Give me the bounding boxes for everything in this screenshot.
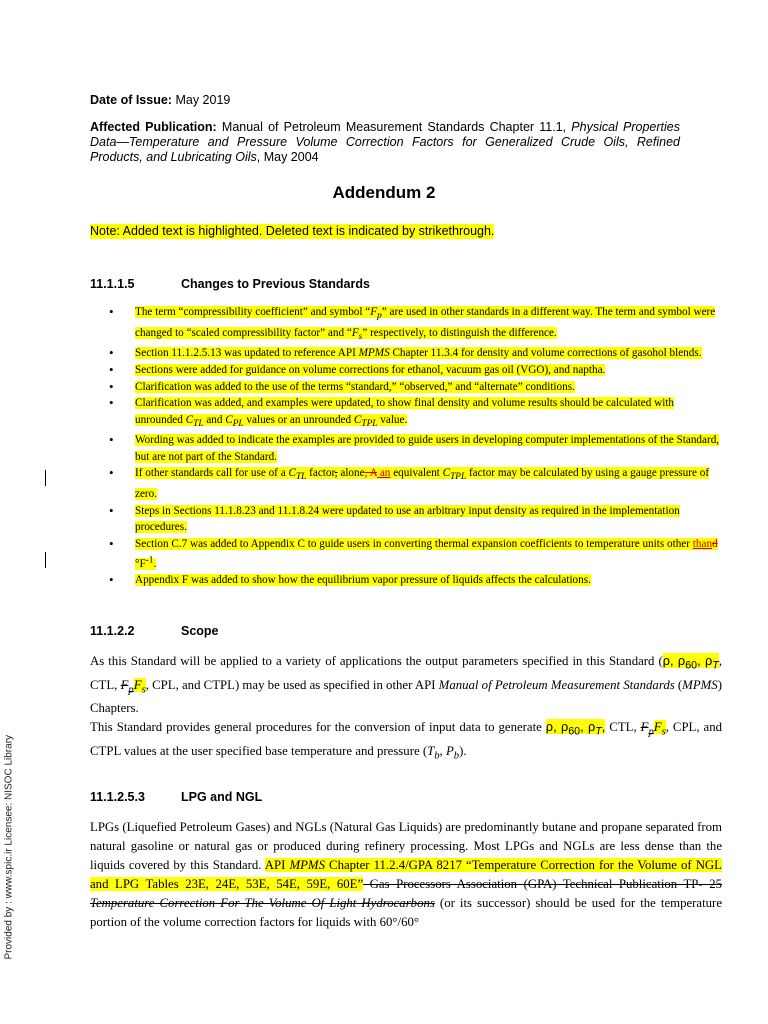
changes-list — [107, 304, 723, 589]
scope-paragraph-2: This Standard provides general procedures for the conversion of input data to generate ρ, $\rho_{60}$, $\rho_T$, CTL, $F_pF_s$, CPL, and CTPL values at the user specified base temperature and pressure ($T_b$, $P_b$). — [90, 719, 723, 762]
date-value: May 2019 — [175, 93, 231, 107]
list-item: • Clarification was added, and examples were updated, to show final density and volume results should be calculated with unrounded $C_{TL}$ and $C_{PL}$ values or an unrounded $C_{TPL}$ value. — [107, 395, 723, 432]
date-of-issue — [90, 93, 690, 108]
list-item: • Section C.7 was added to Appendix C to guide users in converting thermal expansion coefficients to temperature units other thand $^\circ F^{-1}$. — [107, 536, 723, 573]
publication-title: Physical Properties Data—Temperature and Pressure Volume Correction Factors for Generalized Crude Oils, Refined Products, and Lubricating Oils — [90, 120, 680, 164]
list-item: • The term “compressibility coefficient” and symbol “$F_p$” are used in other standards in a different way. The term and symbol were changed to “scaled compressibility factor” and “$F_s$” respectively, to distinguish the difference. — [107, 304, 723, 345]
lpg-paragraph: LPGs (Liquefied Petroleum Gases) and NGLs (Natural Gas Liquids) are predominantly butane and propane separated from natural gasoline or natural gas or produced during refinery processing. Most LPGs and NGLs are less dense than the liquids covered by this Standard. API MPMS Chapter 11.2.4/GPA 8217 “Temperature Correction for the Volume of NGL and LPG Tables 23E, 24E, 53E, 54E, 59E, 60E” Gas Processors Association (GPA) Technical Publication TP- 25 Temperature Correction For The Volume Of Light Hydrocarbons (or its successor) should be used for the temperature portion of the volume correction factors for liquids with 60°/60° — [90, 820, 722, 929]
section-heading-changes — [90, 277, 370, 291]
change-bar — [45, 552, 46, 568]
affected-publication — [90, 120, 680, 165]
section-title: Changes to Previous Standards — [181, 277, 370, 291]
change-bar — [45, 470, 46, 486]
section-title: Scope — [181, 624, 219, 638]
list-item: • Sections were added for guidance on volume corrections for ethanol, vacuum gas oil (VGO), and naptha. — [107, 362, 723, 378]
list-item: • If other standards call for use of a $C_{TL}$ factor, alone, A an equivalent $C_{TPL}$ factor may be calculated by using a gauge pressure of zero. — [107, 465, 723, 502]
scope-paragraph-1: As this Standard will be applied to a variety of applications the output parameters specified in this Standard (ρ, $\rho_{60}$, $\rho_T$, CTL, $F_pF_s$, CPL, and CTPL) may be used as specified in other API Manual of Petroleum Measurement Standards (MPMS) Chapters. — [90, 653, 723, 716]
list-item: • Steps in Sections 11.1.8.23 and 11.1.8.24 were updated to use an arbitrary input density as required in the implementation procedures. — [107, 503, 723, 536]
list-item: • Wording was added to indicate the examples are provided to guide users in developing computer implementations of the Standard, but are not part of the Standard. — [107, 432, 723, 465]
section-number: 11.1.2.5.3 — [90, 790, 145, 804]
list-item: • Clarification was added to the use of the terms “standard,” “observed,” and “alternate” conditions. — [107, 379, 723, 395]
page-title: Addendum 2 — [332, 183, 436, 202]
section-heading-scope — [90, 624, 219, 638]
section-title: LPG and NGL — [181, 790, 263, 804]
highlight-note: Note: Added text is highlighted. Deleted text is indicated by strikethrough. — [90, 224, 495, 238]
list-item: • Appendix F was added to show how the equilibrium vapor pressure of liquids affects the calculations. — [107, 572, 723, 588]
publication-label: Affected Publication: — [90, 120, 217, 134]
publication-chapter: Manual of Petroleum Measurement Standards Chapter 11.1, — [221, 120, 567, 134]
list-item: • Section 11.1.2.5.13 was updated to reference API MPMS Chapter 11.3.4 for density and volume corrections of gasohol blends. — [107, 345, 723, 361]
section-number: 11.1.2.2 — [90, 624, 135, 638]
licensee-watermark: Provided by : www.spic.ir Licensee: NISOC Library — [3, 734, 15, 960]
date-label: Date of Issue: — [90, 93, 172, 107]
section-number: 11.1.1.5 — [90, 277, 135, 291]
publication-date: , May 2004 — [256, 150, 319, 164]
section-heading-lpg — [90, 790, 262, 804]
